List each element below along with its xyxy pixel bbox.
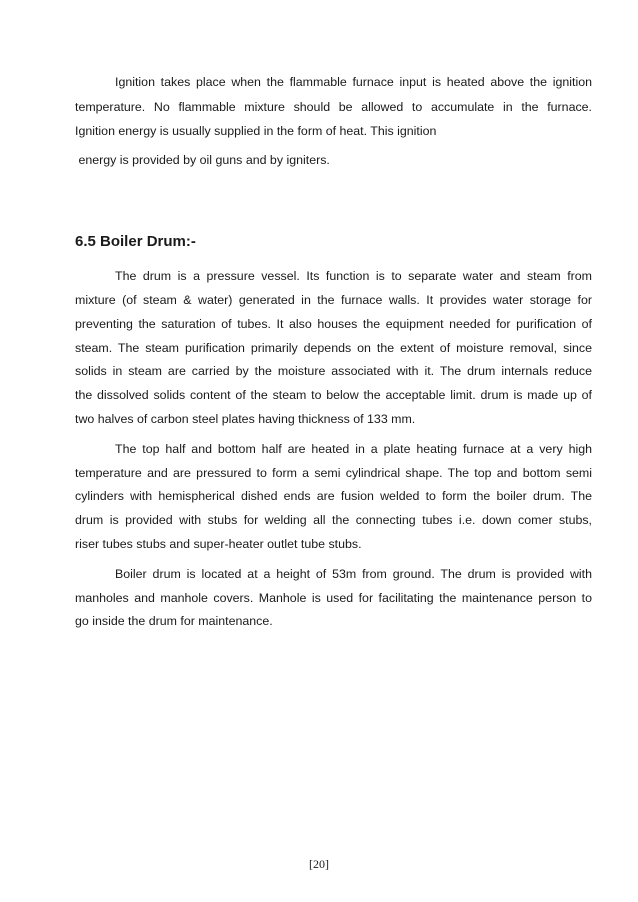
paragraph-line: go inside the drum for maintenance. bbox=[75, 614, 273, 628]
intro-line: temperature. No flammable mixture should be allowed to accumulate in the furnace. bbox=[75, 100, 592, 114]
paragraph-line: two halves of carbon steel plates having thickness of 133 mm. bbox=[75, 412, 416, 426]
paragraph-line: steam. The steam purification primarily depends on the extent of moisture removal, since bbox=[75, 341, 592, 355]
paragraph-line: solids in steam are carried by the moisture associated with it. The drum internals reduce bbox=[75, 364, 592, 378]
intro-line: Ignition takes place when the flammable furnace input is heated above the ignition bbox=[115, 75, 592, 89]
section-heading: 6.5 Boiler Drum:- bbox=[75, 233, 196, 250]
paragraph-line: drum is provided with stubs for welding all the connecting tubes i.e. down comer stubs, bbox=[75, 513, 592, 527]
paragraph-line: Boiler drum is located at a height of 53m from ground. The drum is provided with bbox=[115, 567, 592, 581]
paragraph-line: preventing the saturation of tubes. It also houses the equipment needed for purification of bbox=[75, 317, 592, 331]
paragraph-line: manholes and manhole covers. Manhole is used for facilitating the maintenance person to bbox=[75, 591, 592, 605]
paragraph-line: riser tubes stubs and super-heater outlet tube stubs. bbox=[75, 537, 362, 551]
paragraph-line: mixture (of steam & water) generated in the furnace walls. It provides water storage for bbox=[75, 293, 592, 307]
paragraph-line: the dissolved solids content of the steam to below the acceptable limit. drum is made up of bbox=[75, 388, 592, 402]
intro-line: Ignition energy is usually supplied in the form of heat. This ignition bbox=[75, 124, 437, 138]
paragraph-line: The drum is a pressure vessel. Its function is to separate water and steam from bbox=[115, 269, 592, 283]
paragraph-line: temperature and are pressured to form a semi cylindrical shape. The top and bottom semi bbox=[75, 466, 592, 480]
page-number: [20] bbox=[309, 857, 329, 871]
paragraph-line: cylinders with hemispherical dished ends are fusion welded to form the boiler drum. The bbox=[75, 489, 592, 503]
intro-line: energy is provided by oil guns and by igniters. bbox=[75, 153, 330, 167]
paragraph-line: The top half and bottom half are heated in a plate heating furnace at a very high bbox=[115, 442, 592, 456]
